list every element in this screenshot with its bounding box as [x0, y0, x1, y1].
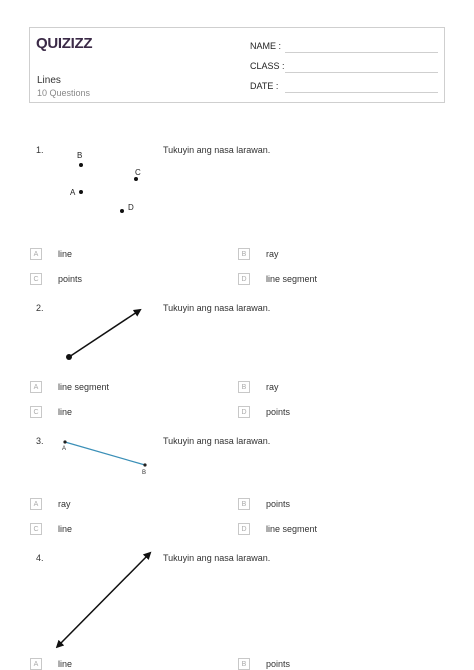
q3-option-d-box[interactable]: D [238, 523, 250, 535]
q4-option-a-text: line [58, 659, 73, 669]
q1-option-a-text: line [58, 249, 73, 259]
segment-endpoint-a [63, 440, 66, 443]
q2-option-d-box[interactable]: D [238, 406, 250, 418]
question-3-text: Tukuyin ang nasa larawan. [163, 436, 271, 446]
point-label-c: C [135, 168, 141, 177]
name-label: NAME : [250, 41, 282, 51]
point-label-d: D [128, 203, 134, 212]
question-1-number: 1. [36, 145, 44, 155]
q2-option-b-box[interactable]: B [238, 381, 250, 393]
segment-label-b: B [142, 470, 147, 476]
point-label-a: A [70, 188, 76, 197]
q2-option-b-text: ray [266, 382, 279, 392]
question-4-number: 4. [36, 553, 44, 563]
q4-option-b-box[interactable]: B [238, 658, 250, 670]
segment-endpoint-b [143, 463, 146, 466]
segment-label-a: A [62, 446, 67, 452]
q1-option-d-box[interactable]: D [238, 273, 250, 285]
q3-option-c-box[interactable]: C [30, 523, 42, 535]
question-4-text: Tukuyin ang nasa larawan. [163, 553, 271, 563]
quizizz-logo: QUIZIZZ [36, 35, 93, 52]
q3-option-b-text: points [266, 499, 291, 509]
q1-option-c-box[interactable]: C [30, 273, 42, 285]
q4-option-a-box[interactable]: A [30, 658, 42, 670]
question-2-number: 2. [36, 303, 44, 313]
date-label: DATE : [250, 81, 279, 91]
q2-option-c-text: line [58, 407, 73, 417]
q1-option-b-text: ray [266, 249, 279, 259]
q4-option-b-text: points [266, 659, 291, 669]
question-1-text: Tukuyin ang nasa larawan. [163, 145, 271, 155]
q3-option-c-text: line [58, 524, 73, 534]
double-arrow-line [60, 553, 150, 644]
ray-line [69, 310, 140, 357]
worksheet-question-count: 10 Questions [37, 88, 91, 98]
q1-option-c-text: points [58, 274, 83, 284]
q1-option-d-text: line segment [266, 274, 318, 284]
q1-option-b-box[interactable]: B [238, 248, 250, 260]
point-label-b: B [77, 151, 83, 160]
q2-option-a-box[interactable]: A [30, 381, 42, 393]
q3-option-d-text: line segment [266, 524, 318, 534]
q2-option-c-box[interactable]: C [30, 406, 42, 418]
q2-option-a-text: line segment [58, 382, 110, 392]
segment-line [65, 442, 145, 465]
question-2-text: Tukuyin ang nasa larawan. [163, 303, 271, 313]
q3-option-b-box[interactable]: B [238, 498, 250, 510]
q3-option-a-text: ray [58, 499, 71, 509]
ray-endpoint [66, 354, 72, 360]
class-label: CLASS : [250, 61, 285, 71]
question-3-number: 3. [36, 436, 44, 446]
worksheet-title: Lines [37, 75, 61, 86]
q2-option-d-text: points [266, 407, 291, 417]
q3-option-a-box[interactable]: A [30, 498, 42, 510]
q1-option-a-box[interactable]: A [30, 248, 42, 260]
